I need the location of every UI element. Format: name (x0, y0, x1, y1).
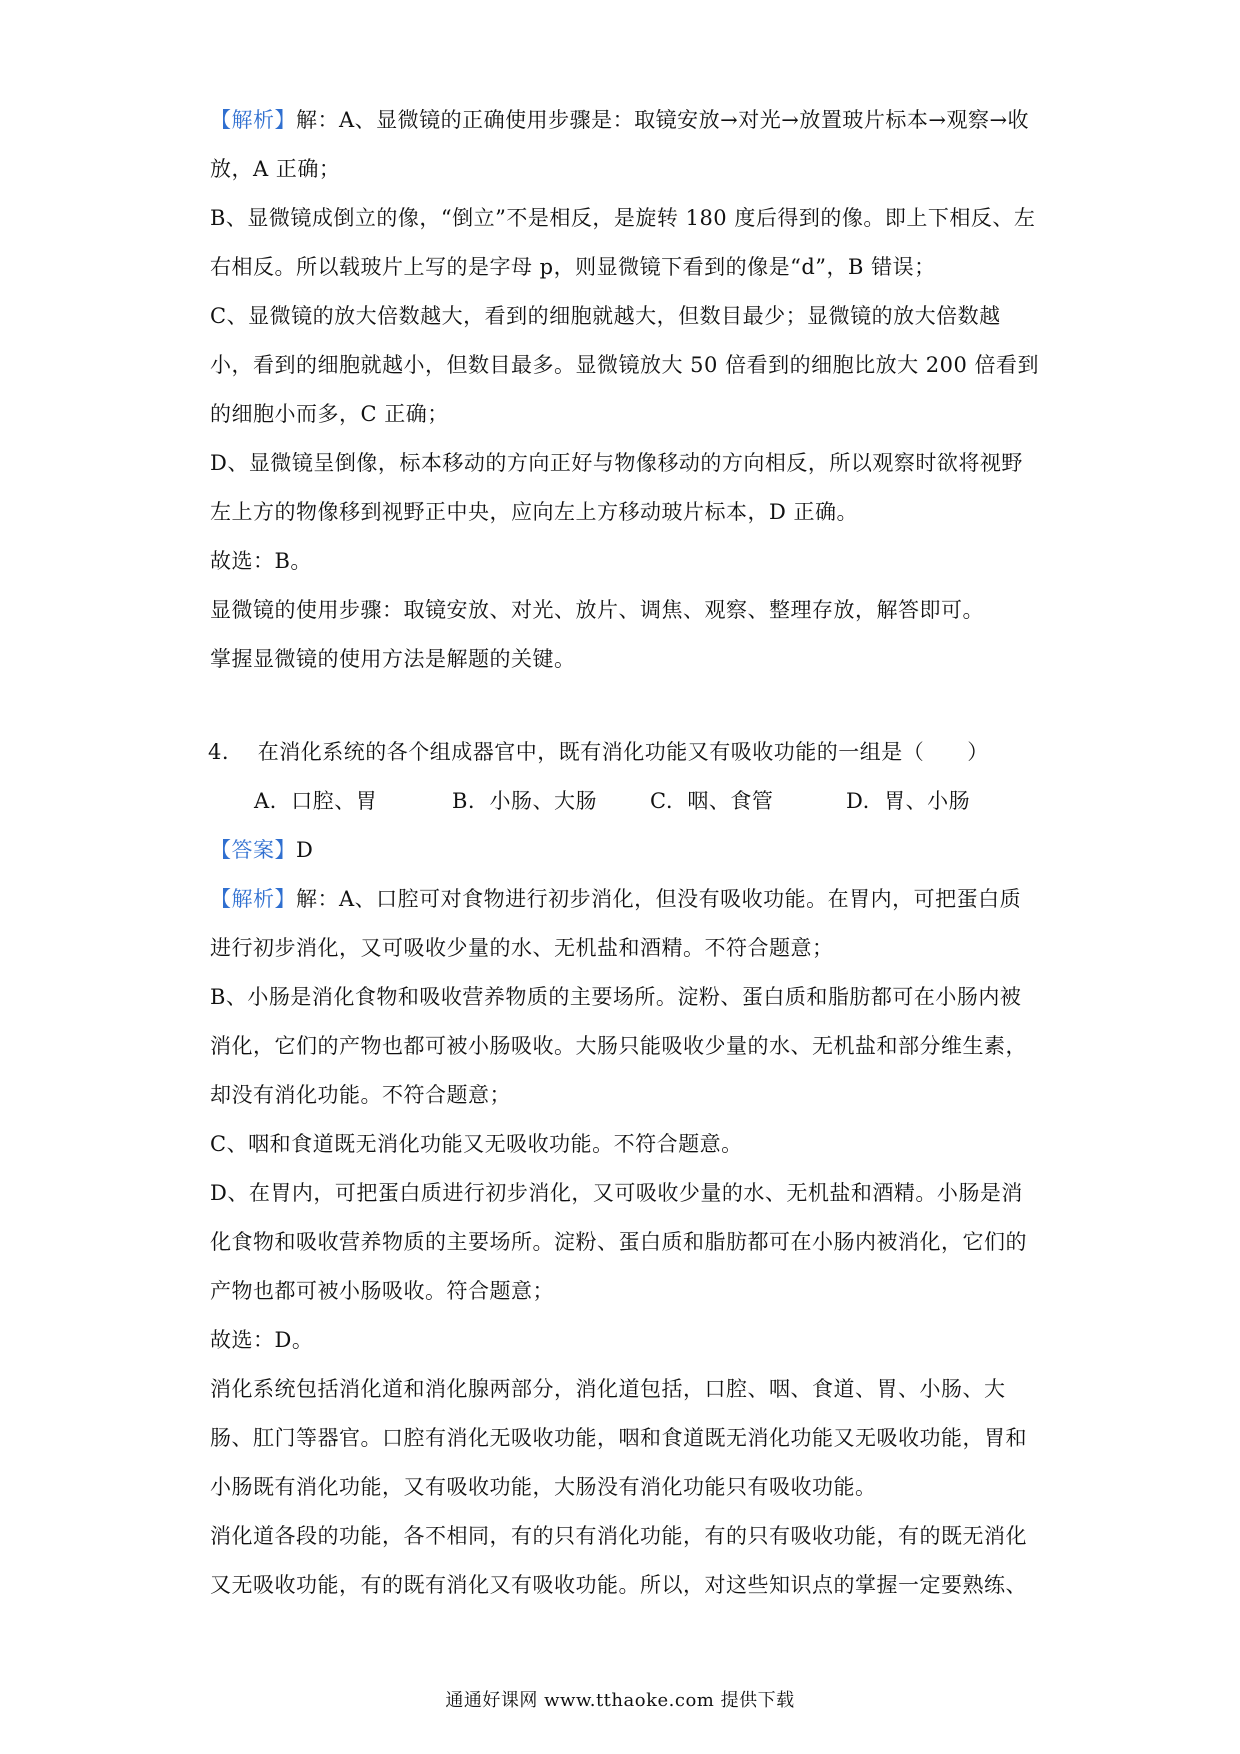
q4-stem (208, 728, 1040, 777)
option-label: D. (846, 789, 870, 813)
q4-analysis-paragraph-2: B、小肠是消化食物和吸收营养物质的主要场所。淀粉、蛋白质和脂肪都可在小肠内被消化，它们的产物也都可被小肠吸收。大肠只能吸收少量的水、无机盐和部分维生素，却没有消化功能。不符合题意； (210, 985, 1027, 1107)
option-text: 胃、小肠 (884, 789, 971, 813)
q4-answer (210, 826, 1040, 875)
section-gap (210, 684, 1040, 728)
option-label: A. (254, 789, 277, 813)
q3-analysis-paragraph-1 (210, 96, 1040, 194)
q4-summary-2: 消化道各段的功能，各不相同，有的只有消化功能，有的只有吸收功能，有的既无消化又无吸收功能，有的既有消化又有吸收功能。所以，对这些知识点的掌握一定要熟练、 (210, 1524, 1027, 1597)
q3-analysis-paragraph-2: B、显微镜成倒立的像，“倒立”不是相反，是旋转 180 度后得到的像。即上下相反、左右相反。所以载玻片上写的是字母 p，则显微镜下看到的像是“d”，B 错误； (210, 206, 1036, 279)
answer-value: D (296, 838, 314, 862)
option-a (254, 777, 452, 826)
q3-key-point: 掌握显微镜的使用方法是解题的关键。 (210, 647, 576, 671)
option-b (452, 777, 650, 826)
option-text: 口腔、胃 (291, 789, 378, 813)
option-d (846, 777, 1014, 826)
q3-summary: 显微镜的使用步骤：取镜安放、对光、放片、调焦、观察、整理存放，解答即可。 (210, 598, 984, 622)
option-text: 小肠、大肠 (489, 789, 597, 813)
option-label: B. (452, 789, 476, 813)
q4-choice: 故选：D。 (210, 1328, 314, 1352)
q4-analysis-paragraph-1 (210, 875, 1040, 973)
option-label: C. (650, 789, 673, 813)
option-c (650, 777, 846, 826)
option-text: 咽、食管 (687, 789, 774, 813)
q3-analysis-paragraph-4: D、显微镜呈倒像，标本移动的方向正好与物像移动的方向相反，所以观察时欲将视野左上方的物像移到视野正中央，应向左上方移动玻片标本，D 正确。 (210, 451, 1023, 524)
answer-tag: 【答案】 (210, 838, 296, 862)
q3-analysis-paragraph-3: C、显微镜的放大倍数越大，看到的细胞就越大，但数目最少；显微镜的放大倍数越小，看到的细胞就越小，但数目最多。显微镜放大 50 倍看到的细胞比放大 200 倍看到的细胞小而多，C 正确； (210, 304, 1040, 426)
q4-analysis-paragraph-3: C、咽和食道既无消化功能又无吸收功能。不符合题意。 (210, 1132, 743, 1156)
analysis-text: 解：A、显微镜的正确使用步骤是：取镜安放→对光→放置玻片标本→观察→收放，A 正确； (210, 108, 1030, 181)
analysis-tag: 【解析】 (210, 887, 296, 911)
q4-summary-1: 消化系统包括消化道和消化腺两部分，消化道包括，口腔、咽、食道、胃、小肠、大肠、肛门等器官。口腔有消化无吸收功能，咽和食道既无消化功能又无吸收功能，胃和小肠既有消化功能，又有吸收功能，大肠没有消化功能只有吸收功能。 (210, 1377, 1027, 1499)
question-number: 4. (208, 740, 230, 764)
q4-analysis-paragraph-4: D、在胃内，可把蛋白质进行初步消化，又可吸收少量的水、无机盐和酒精。小肠是消化食物和吸收营养物质的主要场所。淀粉、蛋白质和脂肪都可在小肠内被消化，它们的产物也都可被小肠吸收。符合题意； (210, 1181, 1027, 1303)
q4-options (254, 777, 1014, 826)
analysis-tag: 【解析】 (210, 108, 296, 132)
page-content (210, 96, 1040, 1610)
analysis-text: 解：A、口腔可对食物进行初步消化，但没有吸收功能。在胃内，可把蛋白质进行初步消化，又可吸收少量的水、无机盐和酒精。不符合题意； (210, 887, 1022, 960)
page-footer: 通通好课网 www.tthaoke.com 提供下载 (445, 1690, 795, 1711)
q3-choice: 故选：B。 (210, 549, 312, 573)
question-text: 在消化系统的各个组成器官中，既有消化功能又有吸收功能的一组是（ ） (257, 740, 989, 764)
